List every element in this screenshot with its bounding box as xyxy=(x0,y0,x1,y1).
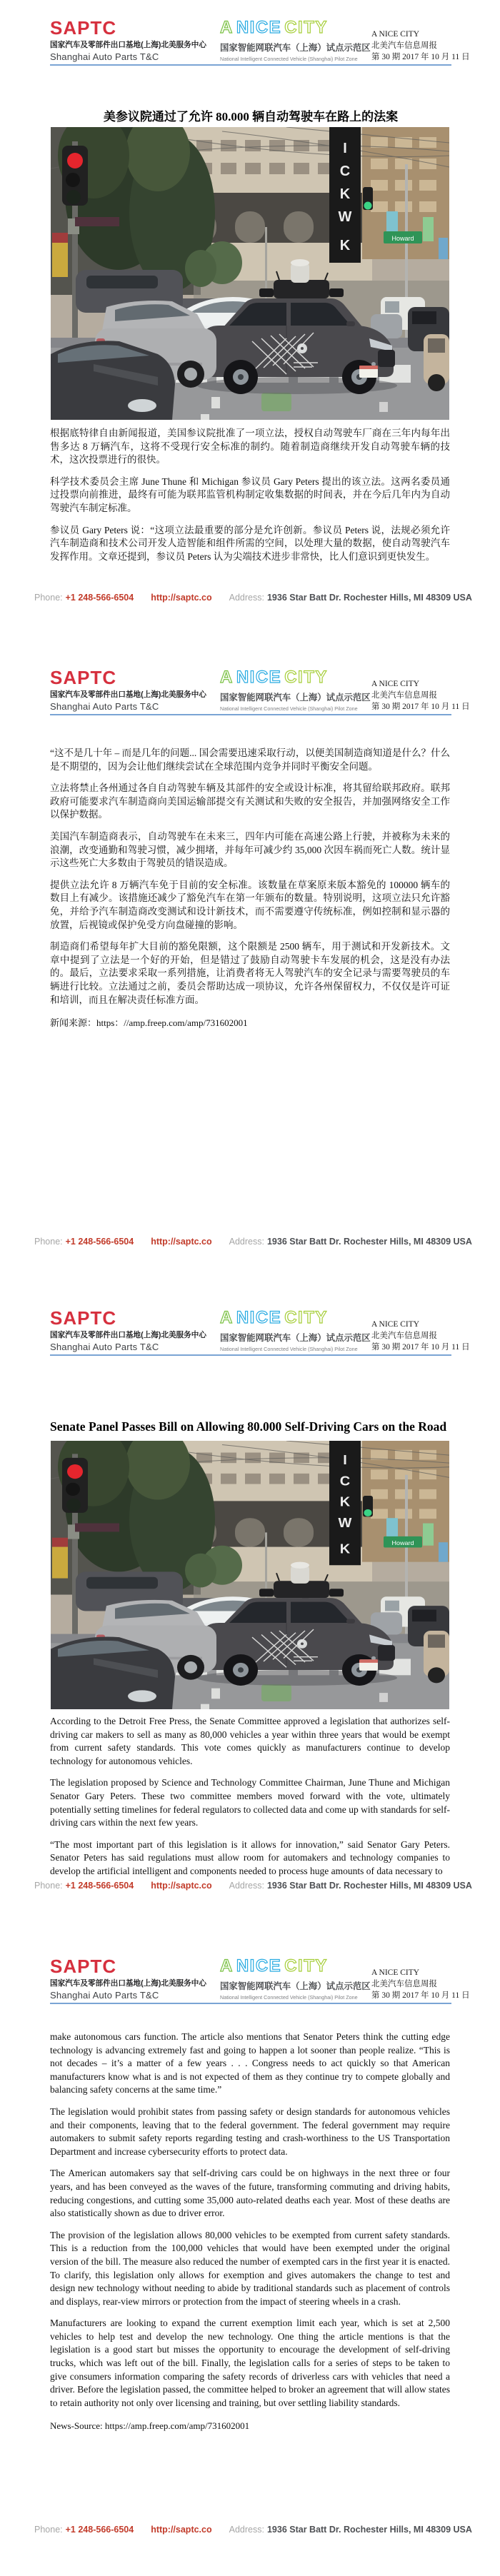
masthead-rule xyxy=(50,2003,451,2004)
saptc-cn-line: 国家汽车及零部件出口基地(上海)北美服务中心 xyxy=(50,1979,206,1988)
saptc-block xyxy=(50,1957,220,2001)
issue-cn: 北美汽车信息周报 xyxy=(371,1980,437,1988)
sign-letter: K xyxy=(339,1542,351,1557)
address-value: 1936 Star Batt Dr. Rochester Hills, MI 48309 USA xyxy=(266,1237,472,1247)
article-title-cn: 美参议院通过了允许 80.000 辆自动驾驶车在路上的法案 xyxy=(103,110,399,124)
sign-letter: I xyxy=(343,1453,347,1468)
page-1 xyxy=(0,0,500,644)
masthead xyxy=(50,1307,470,1353)
address-label: Address: xyxy=(229,1881,264,1891)
bike-lane-marking xyxy=(261,393,291,411)
sign-letter: W xyxy=(338,1516,352,1531)
paragraph: 参议员 Gary Peters 说：“这项立法最重要的部分是允许创新。参议员 Peters 说，法规必须允许汽车制造商和技术公司开发人造智能和组件所需的空间，以处理大量的数据，使自动驾驶汽车发挥作用。文章还提到，参议员 Peters 认为尖端技术进步非常快，比人们意识到更快发生。 xyxy=(50,524,450,562)
street-sign-howard xyxy=(384,231,422,243)
article-photo xyxy=(51,127,449,420)
logo-word-city: CITY xyxy=(284,668,328,687)
issue-name: A NICE CITY xyxy=(371,680,420,688)
issue-number-date: 第 30 期 2017 年 10 月 11 日 xyxy=(371,53,470,61)
street-sign-label: Howard xyxy=(391,235,414,242)
saptc-en-line: Shanghai Auto Parts T&C xyxy=(50,1342,159,1352)
address-label: Address: xyxy=(229,593,264,603)
phone-number: +1 248-566-6504 xyxy=(65,1237,134,1247)
zone-cn-line: 国家智能网联汽车（上海）试点示范区 xyxy=(220,43,371,53)
sign-letter: K xyxy=(339,1495,351,1510)
logo-word-a: A xyxy=(220,668,234,687)
logo-word-nice: NICE xyxy=(236,18,282,37)
vertical-building-sign xyxy=(329,127,361,263)
saptc-logo: SAPTC xyxy=(50,667,117,688)
a-nice-city-logo xyxy=(220,1957,371,1976)
page-footer xyxy=(34,593,470,603)
paragraph: 提供立法允许 8 万辆汽车免于目前的安全标准。该数量在草案原来版本豁免的 100000 辆车的数目上有减少。该措施还减少了豁免汽车在第一年颁布的数量。特别说明，这项立法只允许豁免，并给予汽车制造商改变测试和设计新技术，而不需要遵守传统标准，例如控制和显示器的放置，后视镜或保护免受方向盘碰撞的影响。 xyxy=(50,879,450,930)
logo-word-nice: NICE xyxy=(236,668,282,687)
nice-city-block xyxy=(220,1309,371,1352)
article-title-en: Senate Panel Passes Bill on Allowing 80.000 Self-Driving Cars on the Road xyxy=(50,1419,447,1434)
masthead xyxy=(50,1956,470,2001)
paragraph: 美国汽车制造商表示，自动驾驶车在未来三，四年内可能在高速公路上行驶，并被称为未来的浪潮，改变通勤和驾驶习惯，减少拥堵，并每年可减少约 35,000 次因车祸而死亡人数。统计显示这些死亡大多数由于驾驶员的错误造成。 xyxy=(50,830,450,869)
phone-label: Phone: xyxy=(34,2525,63,2535)
bike-lane-marking xyxy=(261,1684,291,1701)
saptc-en-line: Shanghai Auto Parts T&C xyxy=(50,1990,159,2001)
page-footer xyxy=(34,1881,470,1891)
page-3 xyxy=(0,1288,500,1932)
green-traffic-light xyxy=(363,1496,373,1516)
masthead xyxy=(50,667,470,713)
paragraph: 科学技术委员会主席 June Thune 和 Michigan 参议员 Gary Peters 提出的该立法。这两名委员通过投票向前推进，最终有可能为联邦监管机构制定收集数据的时间表，并在今后几年内为自动驾驶汽车制定标准。 xyxy=(50,476,450,513)
zone-en-line: National Intelligent Connected Vehicle (Shanghai) Pilot Zone xyxy=(220,1994,358,2001)
issue-block xyxy=(371,1957,470,2001)
article-body-cn-p1 xyxy=(50,427,450,572)
sign-letter: W xyxy=(338,209,352,225)
street-sign-label: Howard xyxy=(391,1539,414,1546)
address-label: Address: xyxy=(229,1237,264,1247)
green-traffic-light xyxy=(363,187,373,210)
paragraph: Manufacturers are looking to expand the current exemption limit each year, which is set at 2,500 vehicles to help test and develop the new technology. One thing the article mentions is that the legislation is a good start but misses the opportunity to encourage the development of self-driving trucks, which was left out of the bill. Finally, the legislation calls for a series of steps to be taken to give consumers information comparing the safety records of driverless cars with vehicles that need a driver. Before the legislation passed, the committee helped to broker an agreement that will allow states to retain authority not only over licensing and training, but over settling liability standards. xyxy=(50,2318,450,2408)
zone-cn-line: 国家智能网联汽车（上海）试点示范区 xyxy=(220,1981,371,1991)
issue-block xyxy=(371,19,470,63)
nice-city-block xyxy=(220,668,371,712)
a-nice-city-logo xyxy=(220,1309,371,1327)
logo-word-city: CITY xyxy=(284,1956,328,1976)
paragraph: 根据底特律自由新闻报道，美国参议院批准了一项立法，授权自动驾驶车厂商在三年内每年出售多达 8 万辆汽车，这将不受现行安全标准的制约。随着制造商继续开发自动驾驶车辆的技术，这次投票进行的很快。 xyxy=(50,428,450,466)
nice-city-block xyxy=(220,1957,371,2001)
address-value: 1936 Star Batt Dr. Rochester Hills, MI 48309 USA xyxy=(266,1881,472,1891)
logo-word-nice: NICE xyxy=(236,1308,282,1327)
paragraph: The legislation proposed by Science and Technology Committee Chairman, June Thune and Michigan Senator Gary Peters. These two committee members moved forward with the vote, ultimately potentially setting timelines for federal regulators to collected data and come up with standards for self-driving cars within the next few years. xyxy=(50,1777,450,1828)
phone-label: Phone: xyxy=(34,593,63,603)
saptc-en-line: Shanghai Auto Parts T&C xyxy=(50,701,159,712)
issue-name: A NICE CITY xyxy=(371,1320,420,1329)
phone-number: +1 248-566-6504 xyxy=(65,593,134,603)
article-photo xyxy=(51,1441,449,1709)
page-2 xyxy=(0,644,500,1288)
phone-number: +1 248-566-6504 xyxy=(65,2525,134,2535)
issue-cn: 北美汽车信息周报 xyxy=(371,691,437,700)
logo-word-a: A xyxy=(220,1956,234,1976)
paragraph: The American automakers say that self-driving cars could be on highways in the next three or four years, and has been conveyed as the waves of the future, transforming commuting and driving habits, reducing congestions, and cutting some 35,000 auto-related deaths each year. Most of these deaths are also statistically shown as due to driver error. xyxy=(50,2168,450,2219)
masthead-rule xyxy=(50,64,451,66)
news-source-line xyxy=(50,1017,450,1030)
issue-number-date: 第 30 期 2017 年 10 月 11 日 xyxy=(371,1991,470,2000)
page-footer xyxy=(34,1237,470,1247)
source-label: 新闻来源： xyxy=(50,1017,97,1029)
paragraph: According to the Detroit Free Press, the Senate Committee approved a legislation that authorizes self-driving car makers to sell as many as 80,000 vehicles a year within three years that would be exempt from current safety standards. This vote comes quickly as manufacturers continue to develop technology for autonomous vehicles. xyxy=(50,1716,450,1766)
logo-word-city: CITY xyxy=(284,18,328,37)
saptc-block xyxy=(50,1309,220,1352)
logo-word-a: A xyxy=(220,1308,234,1327)
paragraph: “The most important part of this legislation is it allows for innovation,” said Senator Gary Peters. Senator Peters has said regulations must allow room for automakers and technology companies to develop the artificial intelligent and components needed to process huge amounts of data necessary to xyxy=(50,1838,450,1876)
website-link[interactable]: http://saptc.co xyxy=(151,1237,212,1247)
source-url[interactable]: https：//amp.freep.com/amp/731602001 xyxy=(96,1017,248,1029)
paragraph: 立法将禁止各州通过各自自动驾驶车辆及其部件的安全或设计标准，将其留给联邦政府。联邦政府可能要求汽车制造商向美国运输部提交有关测试和失败的安全报告，并加强网络安全工作以保护数据。 xyxy=(50,783,450,820)
website-link[interactable]: http://saptc.co xyxy=(151,1881,212,1891)
page-footer xyxy=(34,2525,470,2535)
issue-number-date: 第 30 期 2017 年 10 月 11 日 xyxy=(371,1343,470,1352)
masthead-rule xyxy=(50,714,451,715)
source-url[interactable]: https://amp.freep.com/amp/731602001 xyxy=(104,2420,250,2432)
issue-cn: 北美汽车信息周报 xyxy=(371,1332,437,1340)
saptc-logo: SAPTC xyxy=(50,1307,117,1329)
saptc-block xyxy=(50,668,220,712)
saptc-block xyxy=(50,19,220,62)
vertical-building-sign xyxy=(329,1441,361,1565)
zone-cn-line: 国家智能网联汽车（上海）试点示范区 xyxy=(220,693,371,703)
nice-city-block xyxy=(220,19,371,62)
paragraph: 制造商们希望每年扩大目前的豁免限额，这个限额是 2500 辆车，用于测试和开发新技术。文章中提到了立法是一个好的开始，但是错过了鼓励自动驾驶卡车发展的机会，这是没有办法的。最后，立法要求采取一系列措施，让消费者将无人驾驶汽车的安全记录与需要驾驶员的车辆进行比较。立法通过之前，委员会帮助达成一项协议，允许各州保留权力，不仅仅是许可证和培训，而且在解决责任标准方面。 xyxy=(50,941,450,1005)
sign-letter: K xyxy=(339,238,351,253)
zone-en-line: National Intelligent Connected Vehicle (Shanghai) Pilot Zone xyxy=(220,1346,358,1352)
zone-cn-line: 国家智能网联汽车（上海）试点示范区 xyxy=(220,1333,371,1343)
issue-name: A NICE CITY xyxy=(371,30,420,39)
phone-label: Phone: xyxy=(34,1237,63,1247)
sign-letter: C xyxy=(339,1474,351,1489)
masthead-rule xyxy=(50,1354,451,1356)
issue-name: A NICE CITY xyxy=(371,1968,420,1977)
logo-word-nice: NICE xyxy=(236,1956,282,1976)
masthead xyxy=(50,17,470,63)
phone-number: +1 248-566-6504 xyxy=(65,1881,134,1891)
article-body-en-p3 xyxy=(50,1715,450,1887)
saptc-logo: SAPTC xyxy=(50,17,117,39)
saptc-en-line: Shanghai Auto Parts T&C xyxy=(50,51,159,62)
issue-block xyxy=(371,1309,470,1353)
street-sign-howard xyxy=(384,1536,422,1548)
source-label: News-Source: xyxy=(50,2420,105,2432)
paragraph: The legislation would prohibit states from passing safety or design standards for autonomous vehicles and their components, leaving that to the federal government. The federal government may require automakers to submit safety reports regarding testing and crash-worthiness to the US Transportation Department and increase cybersecurity efforts to protect data. xyxy=(50,2105,450,2157)
address-value: 1936 Star Batt Dr. Rochester Hills, MI 48309 USA xyxy=(266,2525,472,2535)
zone-en-line: National Intelligent Connected Vehicle (Shanghai) Pilot Zone xyxy=(220,705,358,712)
a-nice-city-logo xyxy=(220,19,371,37)
website-link[interactable]: http://saptc.co xyxy=(151,593,212,603)
saptc-cn-line: 国家汽车及零部件出口基地(上海)北美服务中心 xyxy=(50,41,206,49)
saptc-cn-line: 国家汽车及零部件出口基地(上海)北美服务中心 xyxy=(50,1331,206,1339)
paragraph: The provision of the legislation allows 80,000 vehicles to be exempted from current safety standards. This is a reduction from the 100,000 vehicles that would have been exempted under the original version of the bill. The measure also reduced the number of exempted cars in the first year it is enacted. To clarify, this legislation only allows for exemption and gives automakers the change to test and design new technology without needing to abide by traditional standards such as placement of controls and displays, rear-view mirrors or protection from the impact of steering wheels in a crash. xyxy=(50,2229,450,2307)
issue-block xyxy=(371,668,470,713)
sign-letter: C xyxy=(339,163,351,179)
page-4 xyxy=(0,1932,500,2576)
saptc-logo: SAPTC xyxy=(50,1956,117,1977)
news-source-line xyxy=(50,2420,450,2433)
paragraph: “这不是几十年 – 而是几年的问题... 国会需要迅速采取行动，以便美国制造商知道是什么？什么是不期望的，因为会让他们继续尝试在全球范围内竞争并同时平衡安全问题。 xyxy=(50,748,450,772)
logo-word-city: CITY xyxy=(284,1308,328,1327)
address-value: 1936 Star Batt Dr. Rochester Hills, MI 48309 USA xyxy=(266,593,472,603)
street-scene-photo xyxy=(51,1441,449,1709)
sign-letter: I xyxy=(343,141,347,156)
logo-word-a: A xyxy=(220,18,234,37)
issue-number-date: 第 30 期 2017 年 10 月 11 日 xyxy=(371,703,470,711)
sign-letter: K xyxy=(339,186,351,202)
paragraph: make autonomous cars function. The article also mentions that Senator Peters think the cutting edge technology is advancing extremely fast and going to happen a lot sooner than people realize. “This is not decades – it’s a matter of a few years . . . Congress needs to act quickly so that American manufacturers know what is and is not expected of them as they continue try to compete globally and balancing safety concerns at the same time.” xyxy=(50,2031,450,2095)
saptc-cn-line: 国家汽车及零部件出口基地(上海)北美服务中心 xyxy=(50,690,206,699)
address-label: Address: xyxy=(229,2525,264,2535)
website-link[interactable]: http://saptc.co xyxy=(151,2525,212,2535)
article-body-en-p4 xyxy=(50,2031,450,2433)
zone-en-line: National Intelligent Connected Vehicle (Shanghai) Pilot Zone xyxy=(220,56,358,62)
phone-label: Phone: xyxy=(34,1881,63,1891)
a-nice-city-logo xyxy=(220,668,371,687)
article-body-cn-p2 xyxy=(50,747,450,1030)
street-scene-photo xyxy=(51,127,449,420)
issue-cn: 北美汽车信息周报 xyxy=(371,41,437,50)
